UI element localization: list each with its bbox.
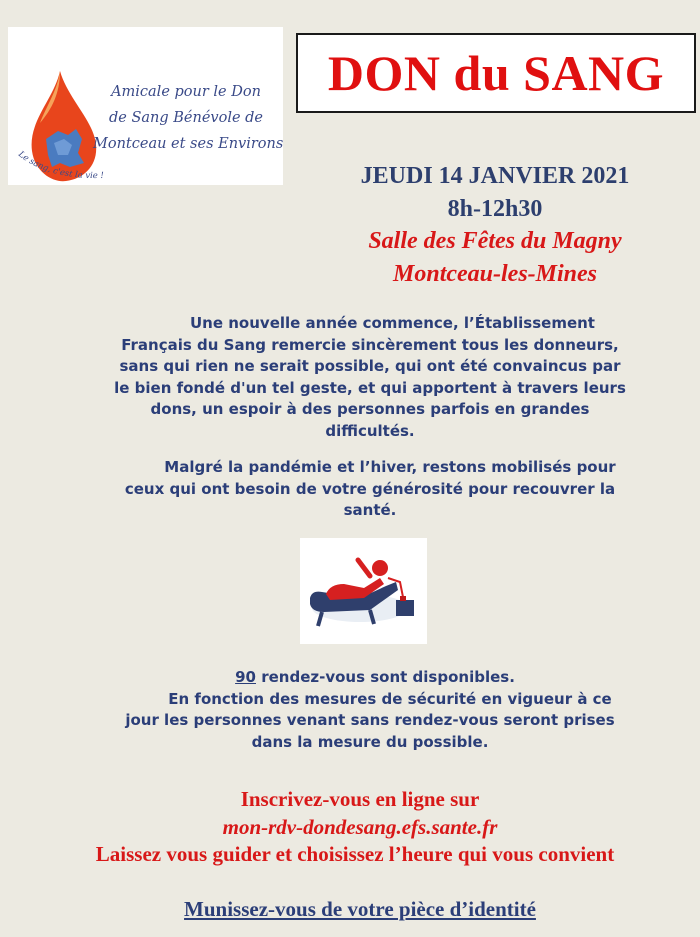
mobilisation-paragraph (60, 457, 680, 522)
intro-line: sans qui rien ne serait possible, qui ont été convaincus par (119, 357, 621, 375)
logo-line-2: de Sang Bénévole de (108, 110, 264, 126)
event-city: Montceau-les-Mines (393, 261, 597, 287)
association-name (93, 79, 284, 157)
availability-line: dans la mesure du possible. (251, 732, 489, 751)
availability-headline (60, 667, 680, 689)
blood-donation-illustration (300, 538, 427, 644)
id-reminder: Munissez-vous de votre pièce d’identité (184, 897, 536, 921)
intro-line: difficultés. (325, 421, 415, 440)
availability-line: jour les personnes venant sans rendez-vous seront prises (125, 711, 615, 729)
intro-line: Français du Sang remercie sincèrement tous les donneurs, (121, 335, 619, 354)
availability-paragraph (60, 667, 680, 753)
intro-line: Une nouvelle année commence, l’Établissement (190, 314, 595, 332)
svg-text:Le sang, c'est la vie ! (15, 149, 104, 181)
signup-instructions: Laissez vous guider et choisissez l’heure qui vous convient (95, 842, 615, 866)
mobilisation-line: ceux qui ont besoin de votre générosité pour recouvrer la (124, 479, 616, 498)
logo-slogan-text: Le sang, c'est la vie ! (16, 149, 105, 182)
event-venue: Salle des Fêtes du Magny (368, 228, 622, 254)
logo-line-3: Montceau et ses Environs (93, 136, 284, 152)
event-date: JEUDI 14 JANVIER 2021 (360, 163, 630, 189)
mobilisation-line: santé. (343, 501, 397, 519)
title-box (296, 33, 696, 113)
page-title: DON du SANG (327, 45, 665, 101)
donor-chair-icon (300, 538, 427, 644)
event-time: 8h-12h30 (447, 196, 543, 222)
signup-heading: Inscrivez-vous en ligne sur (240, 787, 480, 811)
intro-paragraph (60, 313, 680, 442)
logo-line-1: Amicale pour le Don (111, 84, 261, 100)
intro-line: dons, un espoir à des personnes parfois en grandes (150, 400, 590, 418)
availability-text: rendez-vous sont disponibles. (255, 668, 515, 686)
intro-line: le bien fondé d'un tel geste, et qui apportent à travers leurs (114, 378, 626, 397)
availability-line: En fonction des mesures de sécurité en vigueur à ce (168, 689, 612, 708)
appointment-count: 90 (235, 668, 256, 686)
mobilisation-line: Malgré la pandémie et l’hiver, restons mobilisés pour (164, 458, 616, 476)
signup-url[interactable]: mon-rdv-dondesang.efs.sante.fr (222, 815, 498, 839)
logo-slogan (12, 147, 122, 187)
association-logo (8, 27, 283, 185)
